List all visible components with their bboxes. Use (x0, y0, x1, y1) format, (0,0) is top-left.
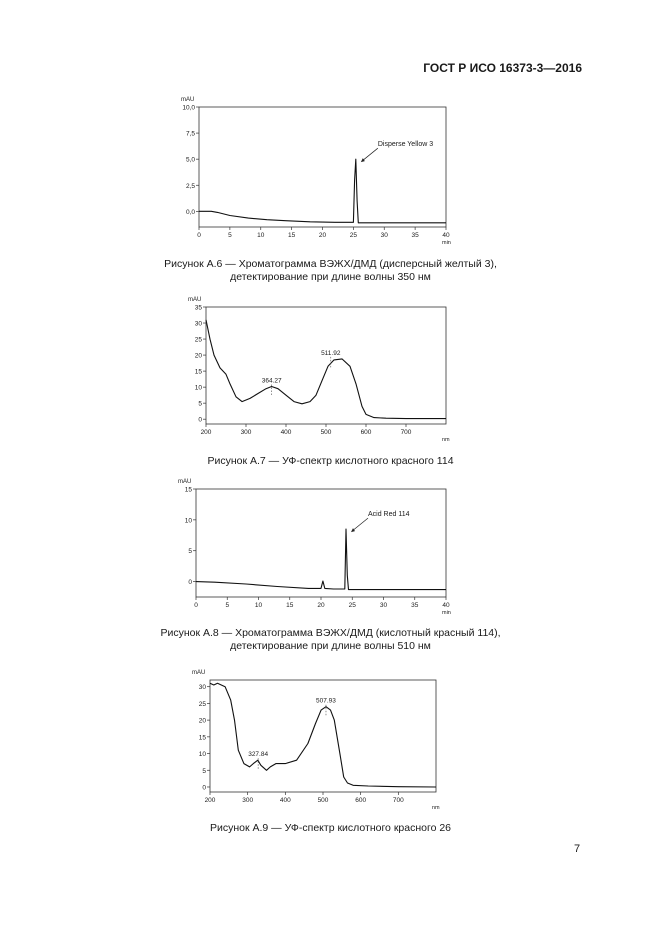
chart-2-xtick-label: 400 (280, 429, 292, 436)
chart-4-annotation: 507.93 (316, 697, 336, 705)
chart-3-xtick-label: 25 (348, 602, 356, 609)
chart-1-annotation-arrowhead (361, 158, 365, 162)
chart-3-frame (196, 489, 446, 597)
chart-1-xtick-label: 15 (288, 232, 296, 239)
chart-4-ytick-label: 15 (198, 734, 206, 742)
chart-2-xtick-label: 700 (400, 429, 412, 436)
caption-a8 (0, 627, 661, 653)
chart-2-xlabel: nm (442, 437, 450, 443)
chart-2-series-line (206, 320, 446, 419)
document-header: ГОСТ Р ИСО 16373-3—2016 (423, 61, 582, 75)
chart-1-xtick-label: 40 (442, 232, 450, 239)
chart-1-frame (199, 107, 446, 227)
chart-4-xtick-label: 300 (242, 797, 254, 804)
chart-3-ytick-label: 15 (184, 486, 192, 494)
chart-1-ylabel: mAU (181, 97, 195, 103)
chart-1-ytick-label: 0,0 (185, 208, 195, 216)
chart-1-ytick-label: 10,0 (182, 104, 195, 112)
chart-1-xtick-label: 35 (411, 232, 419, 239)
chart-3-ytick-label: 0 (188, 579, 192, 587)
chart-4-xlabel: nm (432, 805, 440, 811)
chart-1-xtick-label: 10 (257, 232, 265, 239)
caption-a6-line2: детектирование при длине волны 350 нм (230, 271, 431, 283)
chart-3-annotation-arrowhead (351, 528, 355, 532)
chart-1-xtick-label: 25 (349, 232, 357, 239)
chart-4-ytick-label: 0 (202, 784, 206, 792)
chart-2-annotation: 364.27 (261, 377, 282, 385)
caption-a7-line1: Рисунок А.7 — УФ-спектр кислотного красного 114 (207, 455, 454, 467)
chart-4-ytick-label: 20 (198, 717, 206, 725)
chart-3-xtick-label: 5 (225, 602, 230, 609)
chart-4-ylabel: mAU (192, 670, 206, 676)
chart-3-xtick-label: 10 (254, 602, 263, 609)
caption-a6 (0, 258, 661, 284)
chart-4-xtick-label: 600 (355, 797, 367, 804)
chart-2-ytick-label: 15 (194, 368, 202, 376)
caption-a6-line1: Рисунок А.6 — Хроматограмма ВЭЖХ/ДМД (дисперсный желтый 3), (164, 258, 497, 270)
chart-3-xtick-label: 35 (411, 602, 419, 609)
chart-1-xtick-label: 30 (380, 232, 388, 239)
chart-2-ytick-label: 35 (194, 304, 202, 312)
chart-3-xlabel: min (442, 610, 451, 616)
chart-3-ytick-label: 10 (184, 517, 192, 525)
chart-2-ytick-label: 0 (198, 416, 202, 424)
chart-4-xtick-label: 200 (204, 797, 216, 804)
chart-1-xlabel: min (442, 240, 451, 246)
chart-3-xtick-label: 20 (317, 602, 325, 609)
chart-2-ytick-label: 10 (194, 384, 202, 392)
chart-3-ylabel: mAU (178, 479, 192, 485)
chart-2-xtick-label: 500 (320, 429, 332, 436)
caption-a7 (0, 455, 661, 468)
chart-2-ylabel: mAU (188, 297, 202, 303)
chart-3-ytick-label: 5 (188, 548, 192, 556)
caption-a9 (0, 822, 661, 835)
chart-3-series-line (196, 529, 446, 590)
chart-3-xtick-label: 0 (194, 602, 198, 609)
chart-2-ytick-label: 5 (198, 400, 202, 408)
caption-a8-line2: детектирование при длине волны 510 нм (230, 640, 431, 652)
chart-2-ytick-label: 25 (194, 336, 202, 344)
chart-4-ytick-label: 25 (198, 700, 206, 708)
chart-3-annotation-arrow (352, 518, 368, 531)
chart-1-annotation-arrow (362, 148, 378, 161)
chart-1-ytick-label: 2,5 (185, 182, 195, 190)
chart-2-ytick-label: 30 (194, 320, 202, 328)
chart-3-xtick-label: 15 (286, 602, 294, 609)
chart-1-annotation: Disperse Yellow 3 (377, 141, 434, 149)
chart-1-ytick-label: 7,5 (185, 130, 195, 138)
chart-3-annotation: Acid Red 114 (368, 511, 410, 519)
chart-4-annotation: 327.84 (248, 751, 269, 759)
chart-1-xtick-label: 5 (228, 232, 232, 239)
chart-4-ytick-label: 10 (198, 751, 206, 759)
chart-1-ytick-label: 5,0 (185, 156, 195, 164)
chart-4-ytick-label: 5 (202, 767, 206, 775)
chart-3-xtick-label: 40 (442, 602, 450, 609)
chart-3-xtick-label: 30 (379, 602, 388, 609)
chart-1-xtick-label: 20 (318, 232, 327, 239)
chart-4-xtick-label: 700 (392, 797, 404, 804)
chart-4-series-line (210, 683, 436, 787)
chart-2-xtick-label: 600 (360, 429, 372, 436)
chart-1-xtick-label: 0 (197, 232, 201, 239)
chart-4-xtick-label: 500 (317, 797, 329, 804)
caption-a9-line1: Рисунок А.9 — УФ-спектр кислотного красного 26 (209, 822, 452, 834)
chart-2-xtick-label: 300 (240, 429, 252, 436)
chart-4-xtick-label: 400 (279, 797, 291, 804)
chart-1-series-line (199, 159, 446, 223)
chart-2-annotation: 511.92 (321, 349, 341, 357)
chart-2-frame (206, 307, 446, 424)
page-number: 7 (574, 843, 581, 855)
caption-a8-line1: Рисунок А.8 — Хроматограмма ВЭЖХ/ДМД (кислотный красный 114), (160, 627, 501, 639)
chart-4-ytick-label: 30 (198, 684, 206, 692)
chart-4-frame (210, 680, 436, 792)
chart-2-xtick-label: 200 (200, 429, 212, 436)
chart-2-ytick-label: 20 (194, 352, 202, 360)
